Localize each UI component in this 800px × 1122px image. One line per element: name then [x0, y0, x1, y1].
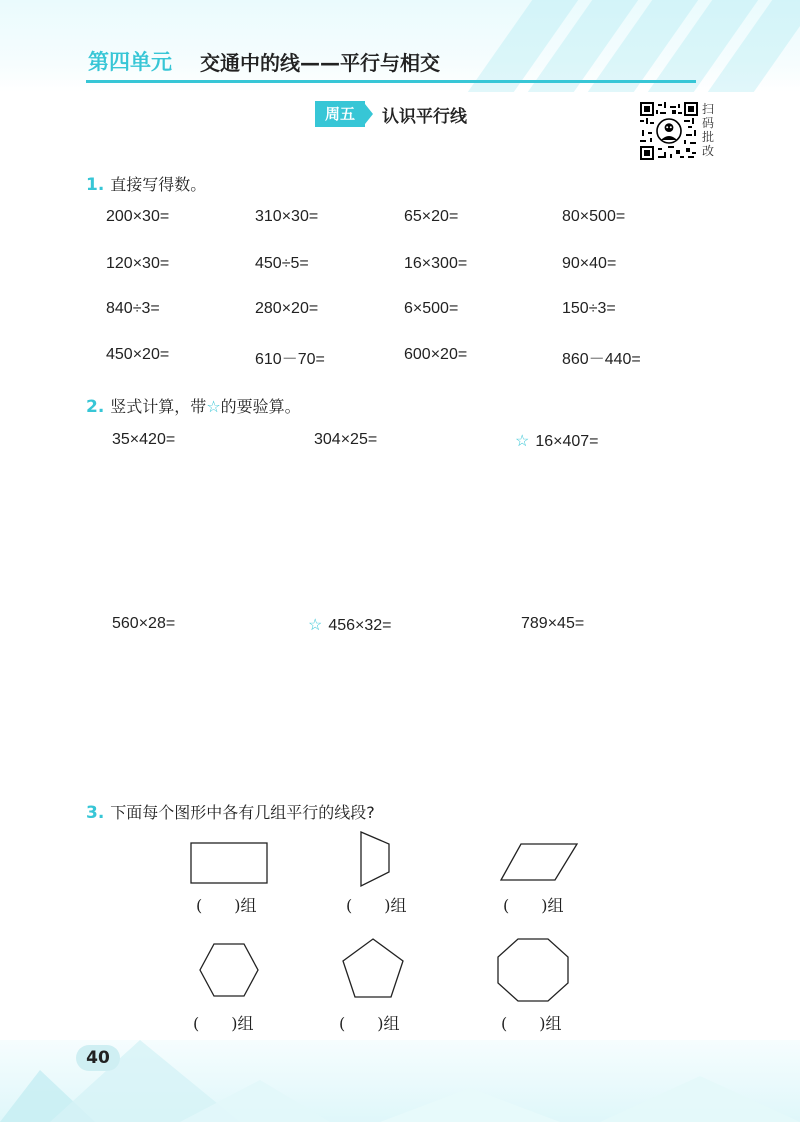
calc-item: 80×500=	[562, 208, 626, 225]
calc-item: 450÷5=	[255, 255, 309, 272]
question-number: 1.	[86, 175, 105, 195]
calc-item: 16×300=	[404, 255, 468, 272]
question-1-title	[86, 172, 206, 195]
trapezoid-shape	[358, 830, 392, 888]
unit-title: 第四单元	[88, 50, 172, 74]
vertical-calc-item	[308, 431, 377, 449]
vertical-calc-expr: 560×28=	[112, 615, 176, 632]
vertical-calc-item	[515, 431, 599, 451]
page-number: 40	[76, 1045, 120, 1071]
pentagon-shape	[340, 936, 406, 1000]
answer-blank[interactable]: ( )组	[503, 896, 564, 915]
hexagon-shape	[198, 942, 260, 998]
calc-item: 600×20=	[404, 346, 468, 363]
star-icon: ☆	[206, 397, 221, 416]
qr-code-icon[interactable]	[640, 102, 698, 160]
parallelogram-shape	[499, 842, 579, 884]
calc-item: 860－440=	[562, 351, 641, 368]
day-tag-arrow	[365, 104, 373, 124]
header-divider	[86, 80, 696, 83]
question-number: 3.	[86, 803, 105, 823]
footer-decoration	[0, 1040, 800, 1122]
calc-item: 6×500=	[404, 300, 459, 317]
answer-blank[interactable]: ( )组	[193, 1014, 254, 1033]
question-number: 2.	[86, 397, 105, 417]
question-prompt: 下面每个图形中各有几组平行的线段?	[110, 803, 375, 822]
calc-item: 280×20=	[255, 300, 319, 317]
calc-item: 65×20=	[404, 208, 459, 225]
vertical-calc-expr: 304×25=	[314, 431, 378, 448]
answer-blank[interactable]: ( )组	[196, 896, 257, 915]
calc-item: 120×30=	[106, 255, 170, 272]
question-3-title	[86, 800, 375, 823]
vertical-calc-expr: 16×407=	[535, 433, 599, 450]
unit-subtitle: 交通中的线——平行与相交	[200, 51, 440, 75]
answer-blank[interactable]: ( )组	[501, 1014, 562, 1033]
question-prompt-end: 的要验算。	[220, 397, 301, 416]
qr-label: 扫码批改	[702, 102, 715, 158]
star-icon: ☆	[515, 433, 530, 450]
calc-item: 450×20=	[106, 346, 170, 363]
day-tag: 周五	[315, 101, 365, 127]
lesson-title: 认识平行线	[382, 107, 467, 127]
question-prompt: 直接写得数。	[110, 175, 207, 194]
calc-item: 310×30=	[255, 208, 319, 225]
calc-item: 90×40=	[562, 255, 617, 272]
vertical-calc-item	[515, 615, 584, 633]
question-prompt: 竖式计算，带	[110, 397, 207, 416]
question-2-title	[86, 394, 301, 417]
star-icon: ☆	[308, 617, 323, 634]
rectangle-shape	[190, 842, 270, 886]
calc-item: 610－70=	[255, 351, 325, 368]
vertical-calc-expr: 35×420=	[112, 431, 176, 448]
vertical-calc-expr: 789×45=	[521, 615, 585, 632]
calc-item: 200×30=	[106, 208, 170, 225]
calc-item: 840÷3=	[106, 300, 160, 317]
vertical-calc-item	[308, 615, 392, 635]
vertical-calc-item	[106, 615, 175, 633]
vertical-calc-item	[106, 431, 175, 449]
calc-item: 150÷3=	[562, 300, 616, 317]
answer-blank[interactable]: ( )组	[346, 896, 407, 915]
octagon-shape	[496, 937, 570, 1003]
answer-blank[interactable]: ( )组	[339, 1014, 400, 1033]
vertical-calc-expr: 456×32=	[328, 617, 392, 634]
